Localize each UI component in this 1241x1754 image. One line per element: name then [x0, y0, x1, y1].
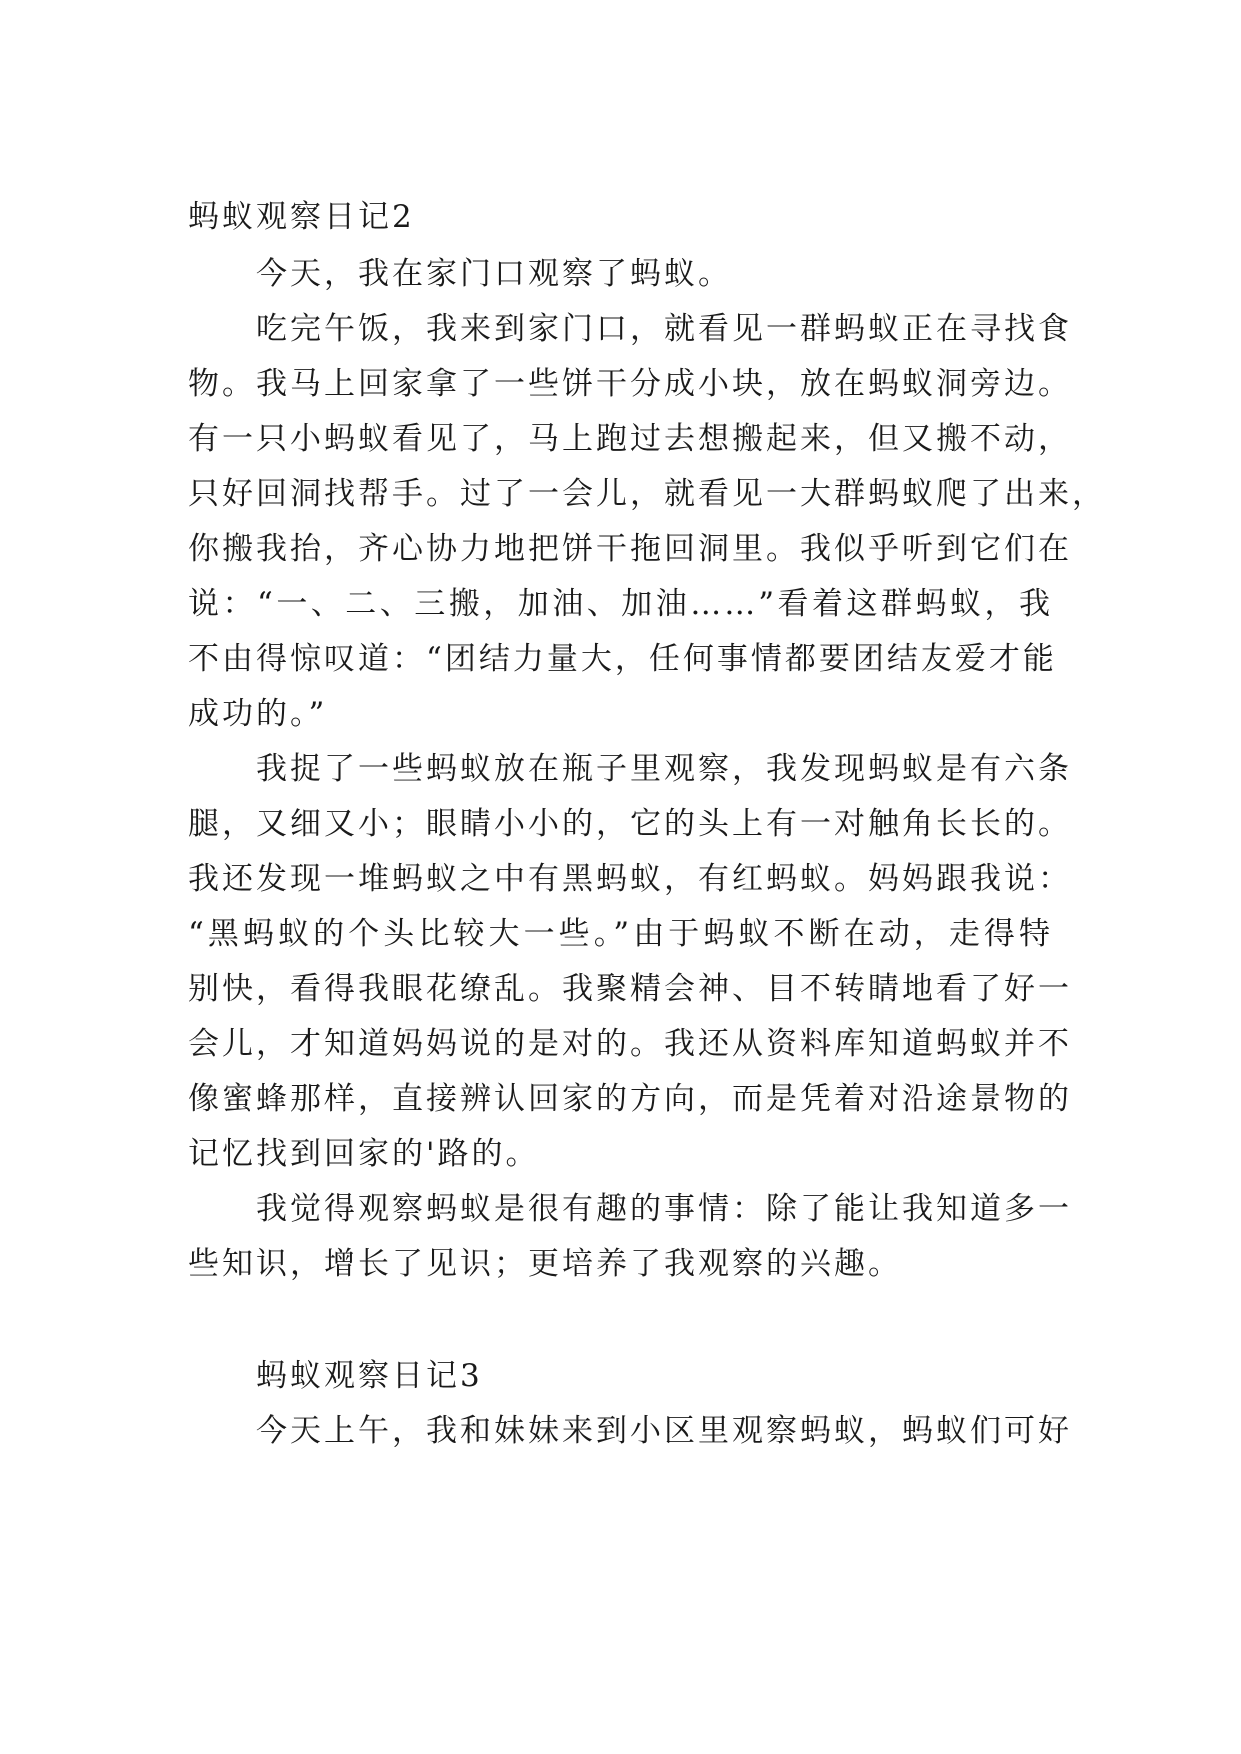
paragraph-line: 有一只小蚂蚁看见了，马上跑过去想搬起来，但又搬不动， [188, 421, 1072, 457]
paragraph-line: 像蜜蜂那样，直接辨认回家的方向，而是凭着对沿途景物的 [188, 1081, 1072, 1117]
paragraph-line: 物。我马上回家拿了一些饼干分成小块，放在蚂蚁洞旁边。 [188, 366, 1072, 402]
paragraph-line: 只好回洞找帮手。过了一会儿，就看见一大群蚂蚁爬了出来， [188, 476, 1106, 512]
paragraph-line: 我捉了一些蚂蚁放在瓶子里观察，我发现蚂蚁是有六条 [256, 751, 1072, 787]
paragraph-line: 些知识，增长了见识；更培养了我观察的兴趣。 [188, 1246, 902, 1282]
paragraph-line: 会儿，才知道妈妈说的是对的。我还从资料库知道蚂蚁并不 [188, 1026, 1072, 1062]
section-title: 蚂蚁观察日记2 [188, 199, 415, 235]
paragraph-line: 吃完午饭，我来到家门口，就看见一群蚂蚁正在寻找食 [256, 311, 1072, 347]
paragraph-line: 记忆找到回家的'路的。 [188, 1136, 540, 1172]
paragraph-line: 别快，看得我眼花缭乱。我聚精会神、目不转睛地看了好一 [188, 971, 1072, 1007]
paragraph-line: 说：“一、二、三搬，加油、加油……”看着这群蚂蚁，我 [188, 586, 1053, 622]
paragraph-line: 我觉得观察蚂蚁是很有趣的事情：除了能让我知道多一 [256, 1191, 1072, 1227]
paragraph-line: 成功的。” [188, 696, 328, 732]
paragraph-line: 我还发现一堆蚂蚁之中有黑蚂蚁，有红蚂蚁。妈妈跟我说： [188, 861, 1072, 897]
section-title: 蚂蚁观察日记3 [256, 1358, 483, 1394]
paragraph-line: “黑蚂蚁的个头比较大一些。”由于蚂蚁不断在动，走得特 [188, 916, 1053, 952]
paragraph-line: 腿，又细又小；眼睛小小的，它的头上有一对触角长长的。 [188, 806, 1072, 842]
paragraph-line: 你搬我抬，齐心协力地把饼干拖回洞里。我似乎听到它们在 [188, 531, 1072, 567]
paragraph-line: 不由得惊叹道：“团结力量大，任何事情都要团结友爱才能 [188, 641, 1057, 677]
paragraph-line: 今天，我在家门口观察了蚂蚁。 [256, 256, 732, 292]
paragraph-line: 今天上午，我和妹妹来到小区里观察蚂蚁，蚂蚁们可好 [256, 1413, 1072, 1449]
